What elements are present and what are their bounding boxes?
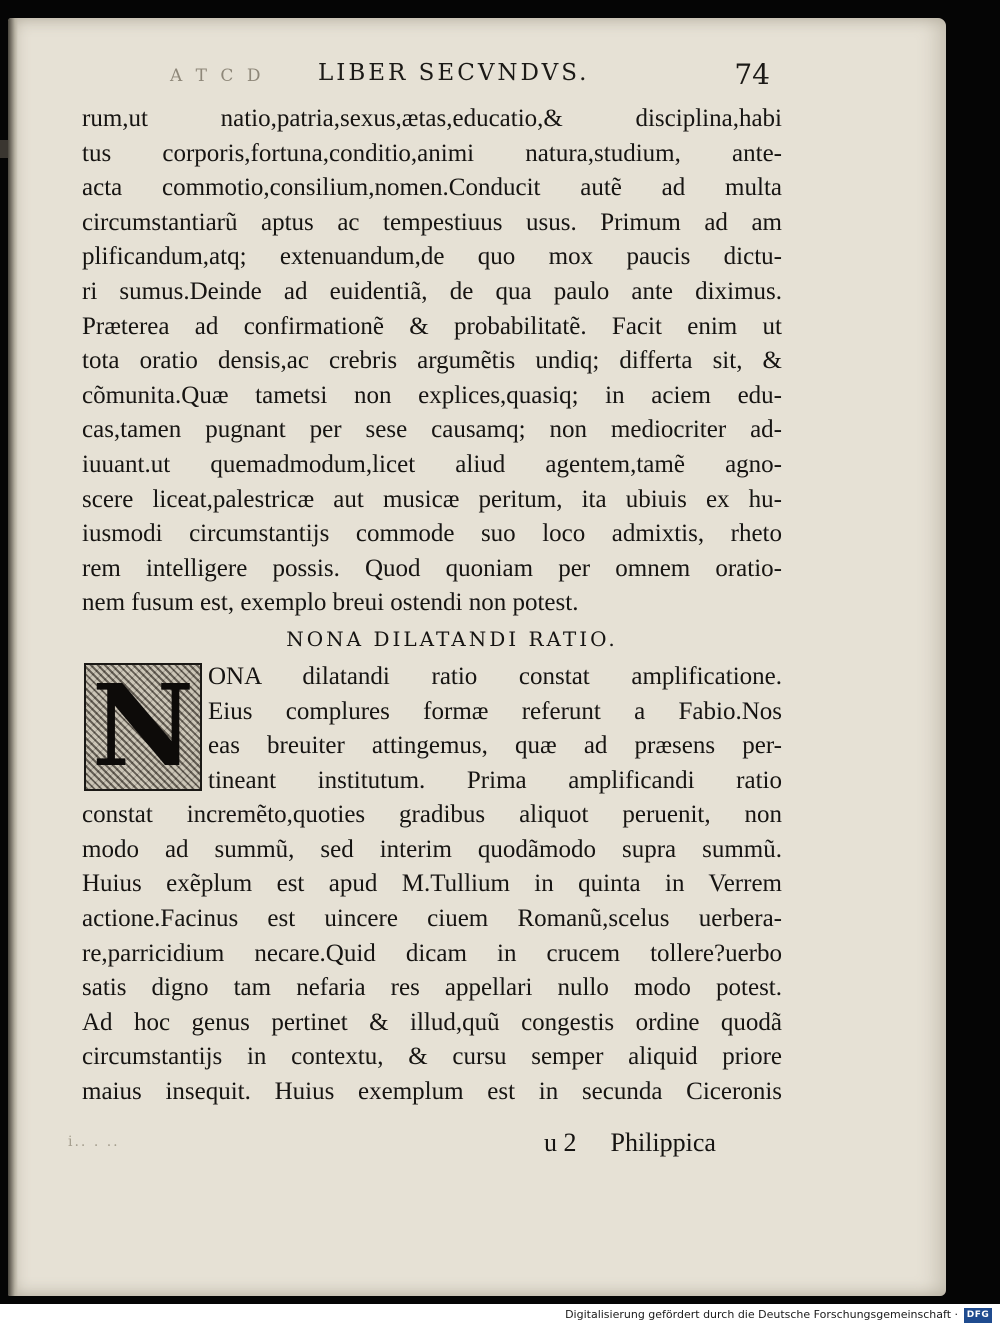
text-line: constat incremẽto,quoties gradibus aliquot peruenit, non bbox=[82, 801, 782, 829]
text-line: rem intelligere possis. Quod quoniam per omnem oratio- bbox=[82, 554, 782, 582]
text-line: satis digno tam nefaria res appellari nullo modo potest. bbox=[82, 974, 782, 1002]
text-line: cas,tamen pugnant per sese causamq; non mediocriter ad- bbox=[82, 416, 782, 444]
paragraph-continued bbox=[82, 102, 782, 621]
text-line: circumstantijs in contextu, & cursu semper aliquid priore bbox=[82, 1043, 782, 1071]
text-line: maius insequit. Huius exemplum est in secunda Ciceronis bbox=[82, 1078, 782, 1106]
text-line: Præterea ad confirmationẽ & probabilitatẽ. Facit enim ut bbox=[82, 312, 782, 340]
text-line: tineant institutum. Prima amplificandi ratio bbox=[208, 766, 782, 794]
catchword: Philippica bbox=[610, 1128, 716, 1157]
text-line: eas breuiter attingemus, quæ ad præsens per- bbox=[208, 732, 782, 760]
catchword-line bbox=[544, 1128, 772, 1158]
body-text bbox=[82, 102, 782, 1110]
text-line: modo ad summũ, sed interim quodãmodo supra summũ. bbox=[82, 835, 782, 863]
funding-credit: Digitalisierung gefördert durch die Deutsche Forschungsgemeinschaft · bbox=[565, 1308, 958, 1321]
text-line: rum,ut natio,patria,sexus,ætas,educatio,& disciplina,habi bbox=[82, 105, 782, 132]
text-line: circumstantiarũ aptus ac tempestiuus usus. Primum ad am bbox=[82, 208, 782, 236]
text-line: Huius exẽplum est apud M.Tullium in quinta in Verrem bbox=[82, 870, 782, 898]
running-head bbox=[160, 60, 770, 96]
text-line: scere liceat,palestricæ aut musicæ peritum, ita ubiuis ex hu- bbox=[82, 485, 782, 513]
text-line: plificandum,atq; extenuandum,de quo mox paucis dictu- bbox=[82, 243, 782, 271]
digitization-footer bbox=[0, 1304, 1000, 1328]
folio-number: 74 bbox=[734, 58, 770, 91]
page-gutter-shadow bbox=[8, 18, 18, 1296]
text-line: ONA dilatandi ratio constat amplificatione. bbox=[208, 662, 782, 690]
text-line: acta commotio,consilium,nomen.Conducit autẽ ad multa bbox=[82, 174, 782, 202]
text-line: ri sumus.Deinde ad euidentiã, de qua paulo ante diximus. bbox=[82, 277, 782, 305]
text-line: re,parricidium necare.Quid dicam in crucem tollere?uerbo bbox=[82, 939, 782, 967]
text-line: tus corporis,fortuna,conditio,animi natura,studium, ante- bbox=[82, 139, 782, 167]
text-line: actione.Facinus est uincere ciuem Romanũ,scelus uerbera- bbox=[82, 905, 782, 933]
text-line: nem fusum est, exemplo breui ostendi non potest. bbox=[82, 589, 579, 617]
signature-mark: u 2 bbox=[544, 1128, 577, 1157]
text-line: tota oratio densis,ac crebris argumẽtis undiq; differta sit, & bbox=[82, 347, 782, 375]
text-line: cõmunita.Quæ tametsi non explices,quasiq; in aciem edu- bbox=[82, 381, 782, 409]
page-edge-mark bbox=[0, 140, 8, 158]
faint-show-through-text: A T C D bbox=[170, 66, 265, 86]
section-heading: NONA DILATANDI RATIO. bbox=[286, 626, 618, 651]
woodcut-initial bbox=[84, 660, 202, 792]
text-line: iuuant.ut quemadmodum,licet aliud agentem,tamẽ agno- bbox=[82, 450, 782, 478]
faint-show-through-mark: i.. . .. bbox=[68, 1134, 120, 1150]
text-line: Eius complures formæ referunt a Fabio.Nos bbox=[208, 697, 782, 725]
running-head-title: LIBER SECVNDVS. bbox=[318, 60, 590, 86]
paragraph-nona-ratio bbox=[82, 660, 782, 1110]
initial-letter: N bbox=[91, 660, 195, 792]
dfg-logo-icon: DFG bbox=[964, 1308, 992, 1323]
text-line: Ad hoc genus pertinet & illud,quũ congestis ordine quodã bbox=[82, 1008, 782, 1036]
text-line: iusmodi circumstantijs commode suo loco admixtis, rheto bbox=[82, 520, 782, 548]
